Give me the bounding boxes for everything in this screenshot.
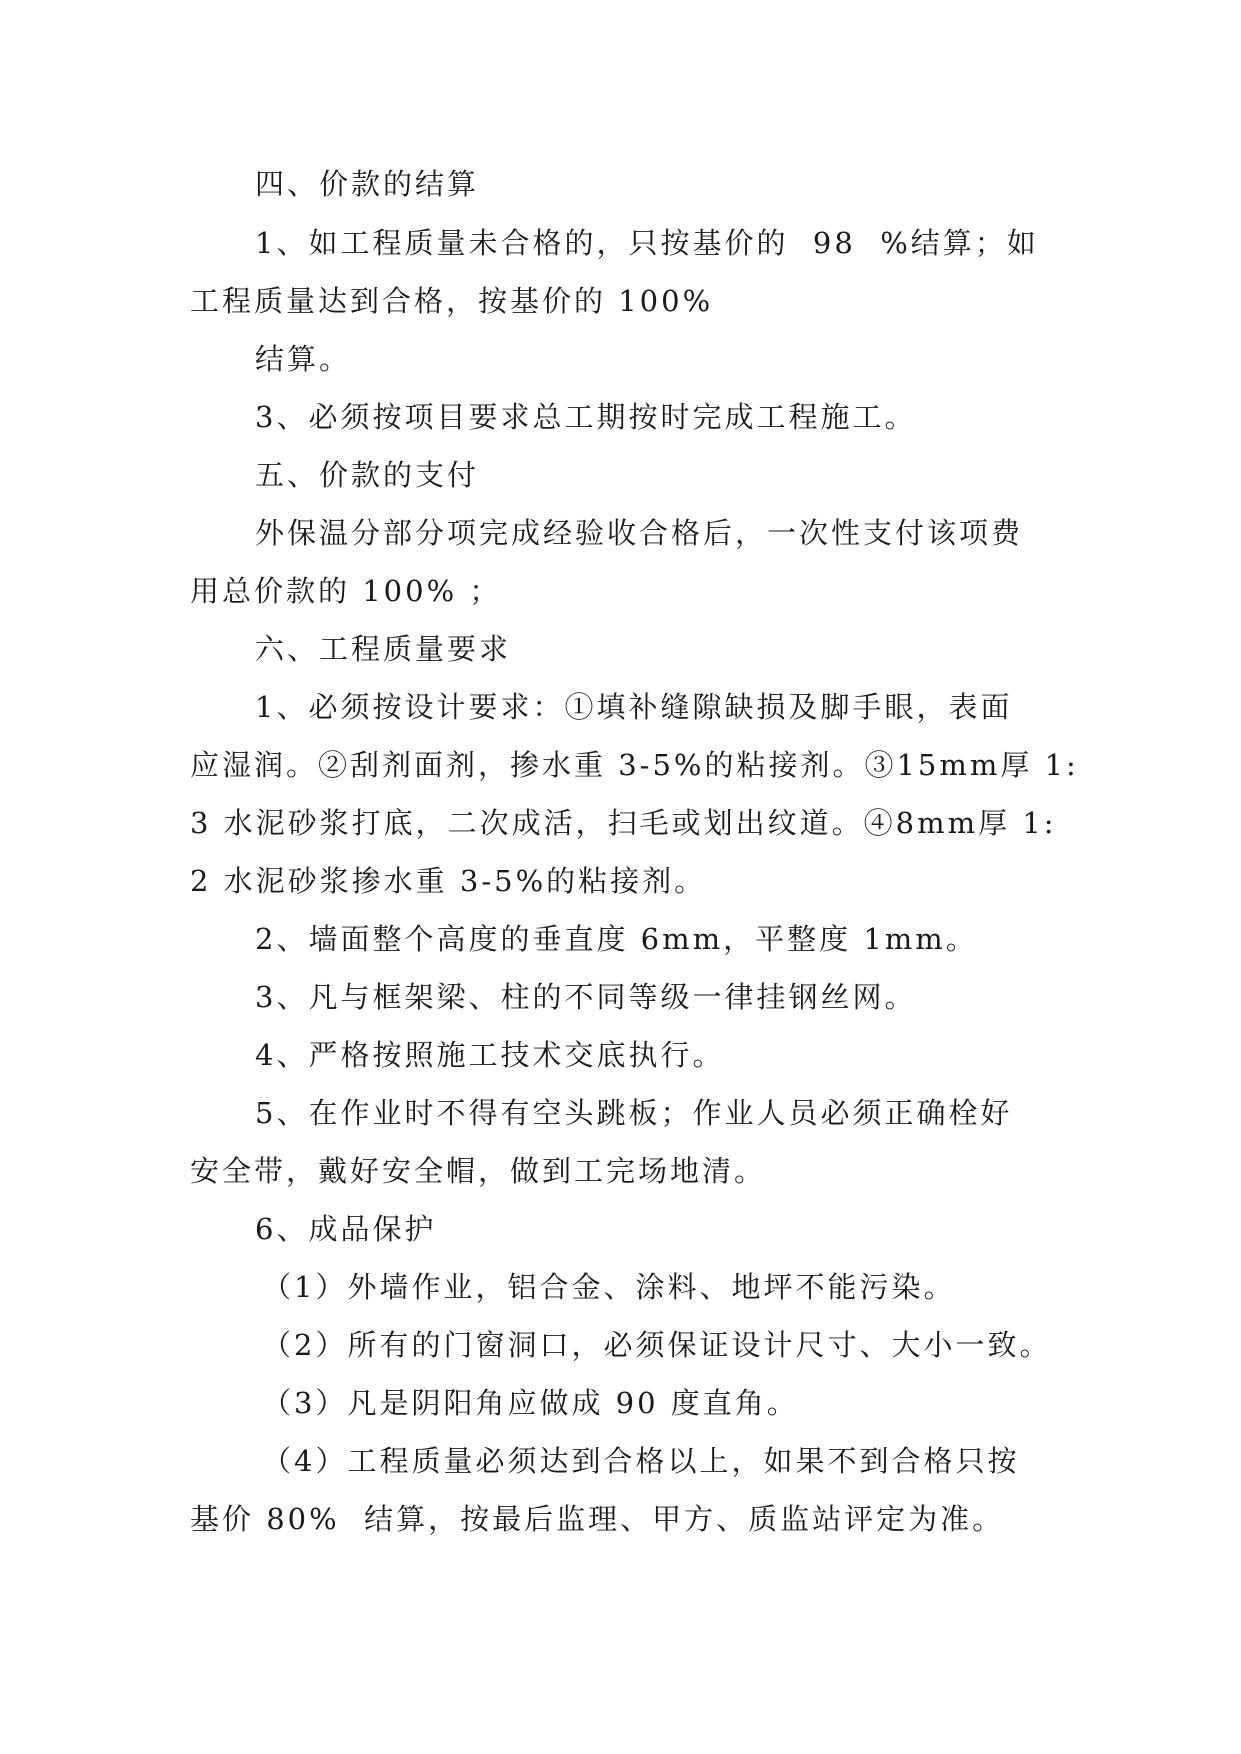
paragraph-line: 6、成品保护	[255, 1212, 437, 1246]
paragraph-line: 基价 80% 结算，按最后监理、甲方、质监站评定为准。	[190, 1502, 1005, 1536]
paragraph-line: 4、严格按照施工技术交底执行。	[255, 1038, 725, 1072]
paragraph-line: 外保温分部分项完成经验收合格后，一次性支付该项费	[255, 516, 1024, 550]
list-item: （1）外墙作业，铝合金、涂料、地坪不能污染。	[262, 1270, 956, 1304]
paragraph-line: 1、必须按设计要求：①填补缝隙缺损及脚手眼，表面	[255, 690, 1013, 724]
paragraph-line: 3、必须按项目要求总工期按时完成工程施工。	[255, 400, 917, 434]
paragraph-line: 结算。	[255, 342, 352, 376]
paragraph-line: 安全带，戴好安全帽，做到工完场地清。	[190, 1154, 767, 1188]
section-heading-price-payment: 五、价款的支付	[255, 458, 480, 492]
paragraph-line: 3 水泥砂浆打底，二次成活，扫毛或划出纹道。④8mm厚 1:	[190, 806, 1057, 840]
list-item: （4）工程质量必须达到合格以上，如果不到合格只按	[262, 1444, 1020, 1478]
paragraph-line: 3、凡与框架梁、柱的不同等级一律挂钢丝网。	[255, 980, 917, 1014]
list-item: （2）所有的门窗洞口，必须保证设计尺寸、大小一致。	[262, 1328, 1052, 1362]
section-heading-quality-requirements: 六、工程质量要求	[255, 632, 512, 666]
section-heading-price-settlement: 四、价款的结算	[255, 167, 480, 201]
paragraph-line: 2 水泥砂浆掺水重 3-5%的粘接剂。	[190, 864, 707, 898]
paragraph-line: 2、墙面整个高度的垂直度 6mm，平整度 1mm。	[255, 922, 978, 956]
paragraph-line: 工程质量达到合格，按基价的 100%	[190, 284, 714, 318]
list-item: （3）凡是阴阳角应做成 90 度直角。	[262, 1386, 799, 1420]
paragraph-line: 用总价款的 100% ；	[190, 574, 502, 608]
paragraph-line: 5、在作业时不得有空头跳板；作业人员必须正确栓好	[255, 1096, 1013, 1130]
paragraph-line: 应湿润。②刮剂面剂，掺水重 3-5%的粘接剂。③15mm厚 1:	[190, 748, 1079, 782]
paragraph-line: 1、如工程质量未合格的，只按基价的 98 %结算；如	[255, 226, 1039, 260]
